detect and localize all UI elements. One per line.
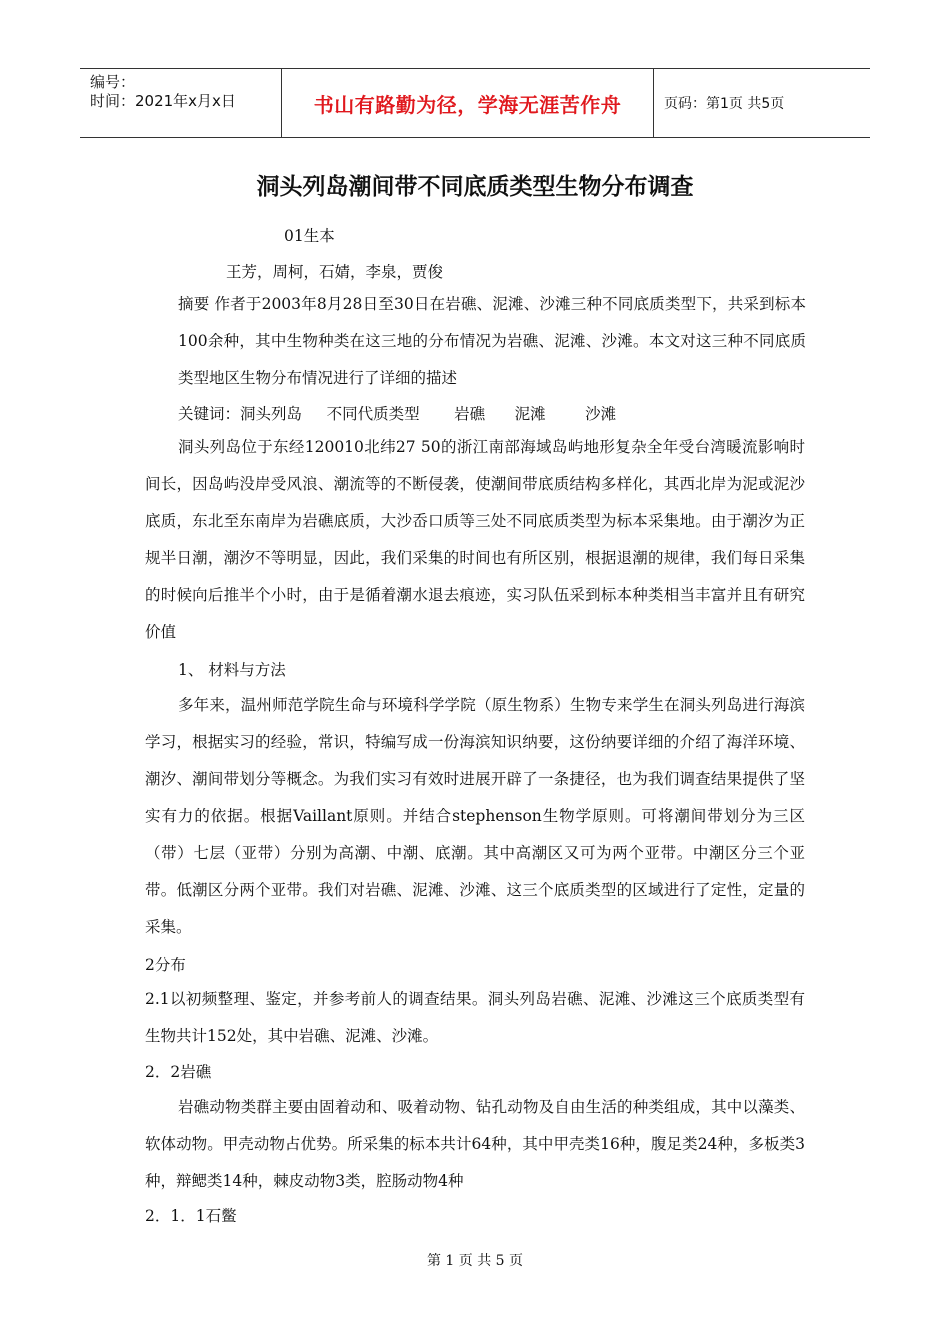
intro-paragraph: 洞头列岛位于东经120010北纬27 50的浙江南部海域岛屿地形复杂全年受台湾暖流影响时间长，因岛屿没岸受风浪、潮流等的不断侵袭，使潮间带底质结构多样化，其西北岸为泥或泥沙底质，东北至东南岸为岩礁底质，大沙岙口质等三处不同底质类型为标本采集地。由于潮汐为正规半日潮，潮汐不等明显，因此，我们采集的时间也有所区别，根据退潮的规律，我们每日采集的时候向后推半个小时，由于是循着潮水退去痕迹，实习队伍采到标本种类相当丰富并且有研究价值 bbox=[145, 438, 805, 641]
document-number-label: 编号： bbox=[90, 73, 136, 91]
section-1-heading: 1、 材料与方法 bbox=[178, 661, 286, 679]
section-1-paragraph: 多年来，温州师范学院生命与环境科学学院（原生物系）生物专来学生在洞头列岛进行海滨学习，根据实习的经验，常识，特编写成一份海滨知识纳要，这份纳要详细的介绍了海洋环境、潮汐、潮间带划分等概念。为我们实习有效时进展开辟了一条捷径，也为我们调查结果提供了坚实有力的依据。根据Vaillant原则。并结合stephenson生物学原则。可将潮间带划分为三区（带）七层（亚带）分别为高潮、中潮、底潮。其中高潮区又可为两个亚带。中潮区分三个亚带。低潮区分两个亚带。我们对岩礁、泥滩、沙滩、这三个底质类型的区域进行了定性，定量的采集。 bbox=[145, 696, 805, 936]
document-time-label: 时间：2021年x月x日 bbox=[90, 92, 236, 110]
header-page-number: 页码：第1页 共5页 bbox=[664, 96, 785, 112]
document-title: 洞头列岛潮间带不同底质类型生物分布调查 bbox=[256, 174, 694, 200]
header-motto: 书山有路勤为径，学海无涯苦作舟 bbox=[282, 69, 654, 137]
section-2-heading: 2分布 bbox=[145, 956, 186, 974]
section-2-2-heading: 2．2岩礁 bbox=[145, 1063, 212, 1081]
authors-line: 王芳，周柯，石婧，李泉，贾俊 bbox=[226, 263, 444, 281]
keywords-line: 关键词：洞头列岛 不同代质类型 岩礁 泥滩 沙滩 bbox=[178, 405, 617, 423]
abstract-paragraph: 摘要 作者于2003年8月28日至30日在岩礁、泥滩、沙滩三种不同底质类型下，共采到标本100余种，其中生物种类在这三地的分布情况为岩礁、泥滩、沙滩。本文对这三种不同底质类型地区生物分布情况进行了详细的描述 bbox=[178, 295, 806, 387]
page-footer: 第 1 页 共 5 页 bbox=[426, 1253, 524, 1269]
section-2-1-paragraph: 2.1以初频整理、鉴定，并参考前人的调查结果。洞头列岛岩礁、泥滩、沙滩这三个底质类型有生物共计152处，其中岩礁、泥滩、沙滩。 bbox=[145, 990, 805, 1045]
section-2-2-1-heading: 2．1．1石鳖 bbox=[145, 1207, 237, 1225]
class-line: 01生本 bbox=[284, 227, 335, 245]
section-2-2-paragraph: 岩礁动物类群主要由固着动和、吸着动物、钻孔动物及自由生活的种类组成，其中以藻类、软体动物。甲壳动物占优势。所采集的标本共计64种，其中甲壳类16种，腹足类24种，多板类3种，辩鳃类14种，棘皮动物3类，腔肠动物4种 bbox=[145, 1098, 805, 1190]
page-header bbox=[80, 68, 870, 138]
header-meta bbox=[80, 69, 282, 137]
